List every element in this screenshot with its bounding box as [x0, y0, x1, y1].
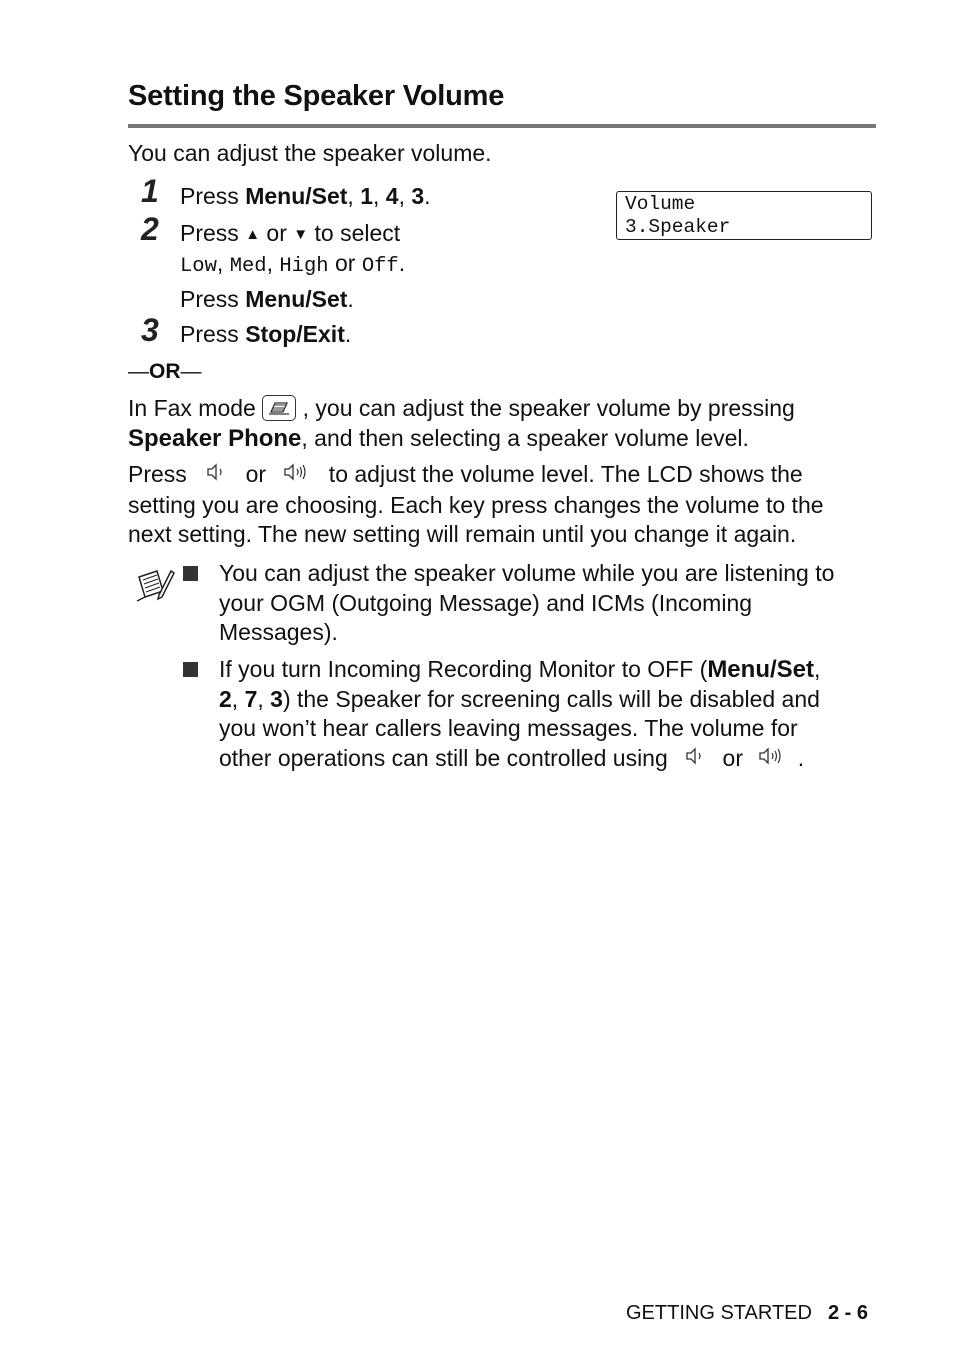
speaker-low-icon — [203, 461, 229, 491]
step-number-2: 2 — [141, 211, 159, 247]
page-footer — [626, 1302, 868, 1325]
lcd-line-1: Volume — [625, 193, 696, 215]
step-2-press-menu: Press Menu/Set. — [180, 286, 354, 312]
step-number-3: 3 — [141, 312, 159, 348]
lcd-line-2: 3.Speaker — [625, 215, 731, 238]
speaker-low-icon — [682, 745, 708, 775]
footer-section: GETTING STARTED — [626, 1302, 812, 1324]
intro-text: You can adjust the speaker volume. — [128, 140, 492, 166]
stop-exit-key: Stop/Exit — [245, 321, 345, 347]
menu-set-key: Menu/Set — [245, 183, 348, 209]
speaker-high-icon — [757, 745, 787, 775]
step-3-text: Press Stop/Exit. — [180, 321, 352, 347]
step-1-text: Press Menu/Set, 1, 4, 3. — [180, 183, 431, 209]
volume-paragraph: Press or to adjust the volume level. The LCD shows the setting you are choosing. Each key press changes the volume to the next setting. The new setting will remain until you change it again. — [128, 461, 824, 548]
fax-mode-icon — [262, 395, 296, 421]
or-separator: —OR— — [128, 360, 202, 383]
up-arrow-icon: ▲ — [245, 226, 261, 243]
step-2-text: Press ▲ or ▼ to select — [180, 220, 401, 246]
page-number: 2 - 6 — [827, 1302, 868, 1324]
step-2-options: Low, Med, High or Off. — [180, 250, 406, 278]
note-bullet-2 — [183, 662, 198, 682]
note-1-text: You can adjust the speaker volume while you are listening to your OGM (Outgoing Message) and ICMs (Incoming Messages). — [219, 560, 835, 645]
page-title: Setting the Speaker Volume — [128, 80, 505, 112]
speaker-high-icon — [282, 461, 312, 491]
speaker-phone-key: Speaker Phone — [128, 424, 302, 452]
note-bullet-1 — [183, 566, 198, 586]
lcd-display — [616, 191, 872, 240]
note-2-text: If you turn Incoming Recording Monitor to OFF (Menu/Set, 2, 7, 3) the Speaker for screening calls will be disabled and you won’t hear callers leaving messages. The volume for other operations can still be controlled using or . — [219, 655, 889, 774]
down-arrow-icon: ▼ — [293, 226, 309, 243]
note-pad-icon — [135, 565, 177, 612]
fax-mode-paragraph: In Fax mode , you can adjust the speaker volume by pressing Speaker Phone, and then selecting a speaker volume level. — [128, 395, 795, 452]
step-number-1: 1 — [141, 173, 159, 209]
title-rule — [128, 124, 876, 128]
